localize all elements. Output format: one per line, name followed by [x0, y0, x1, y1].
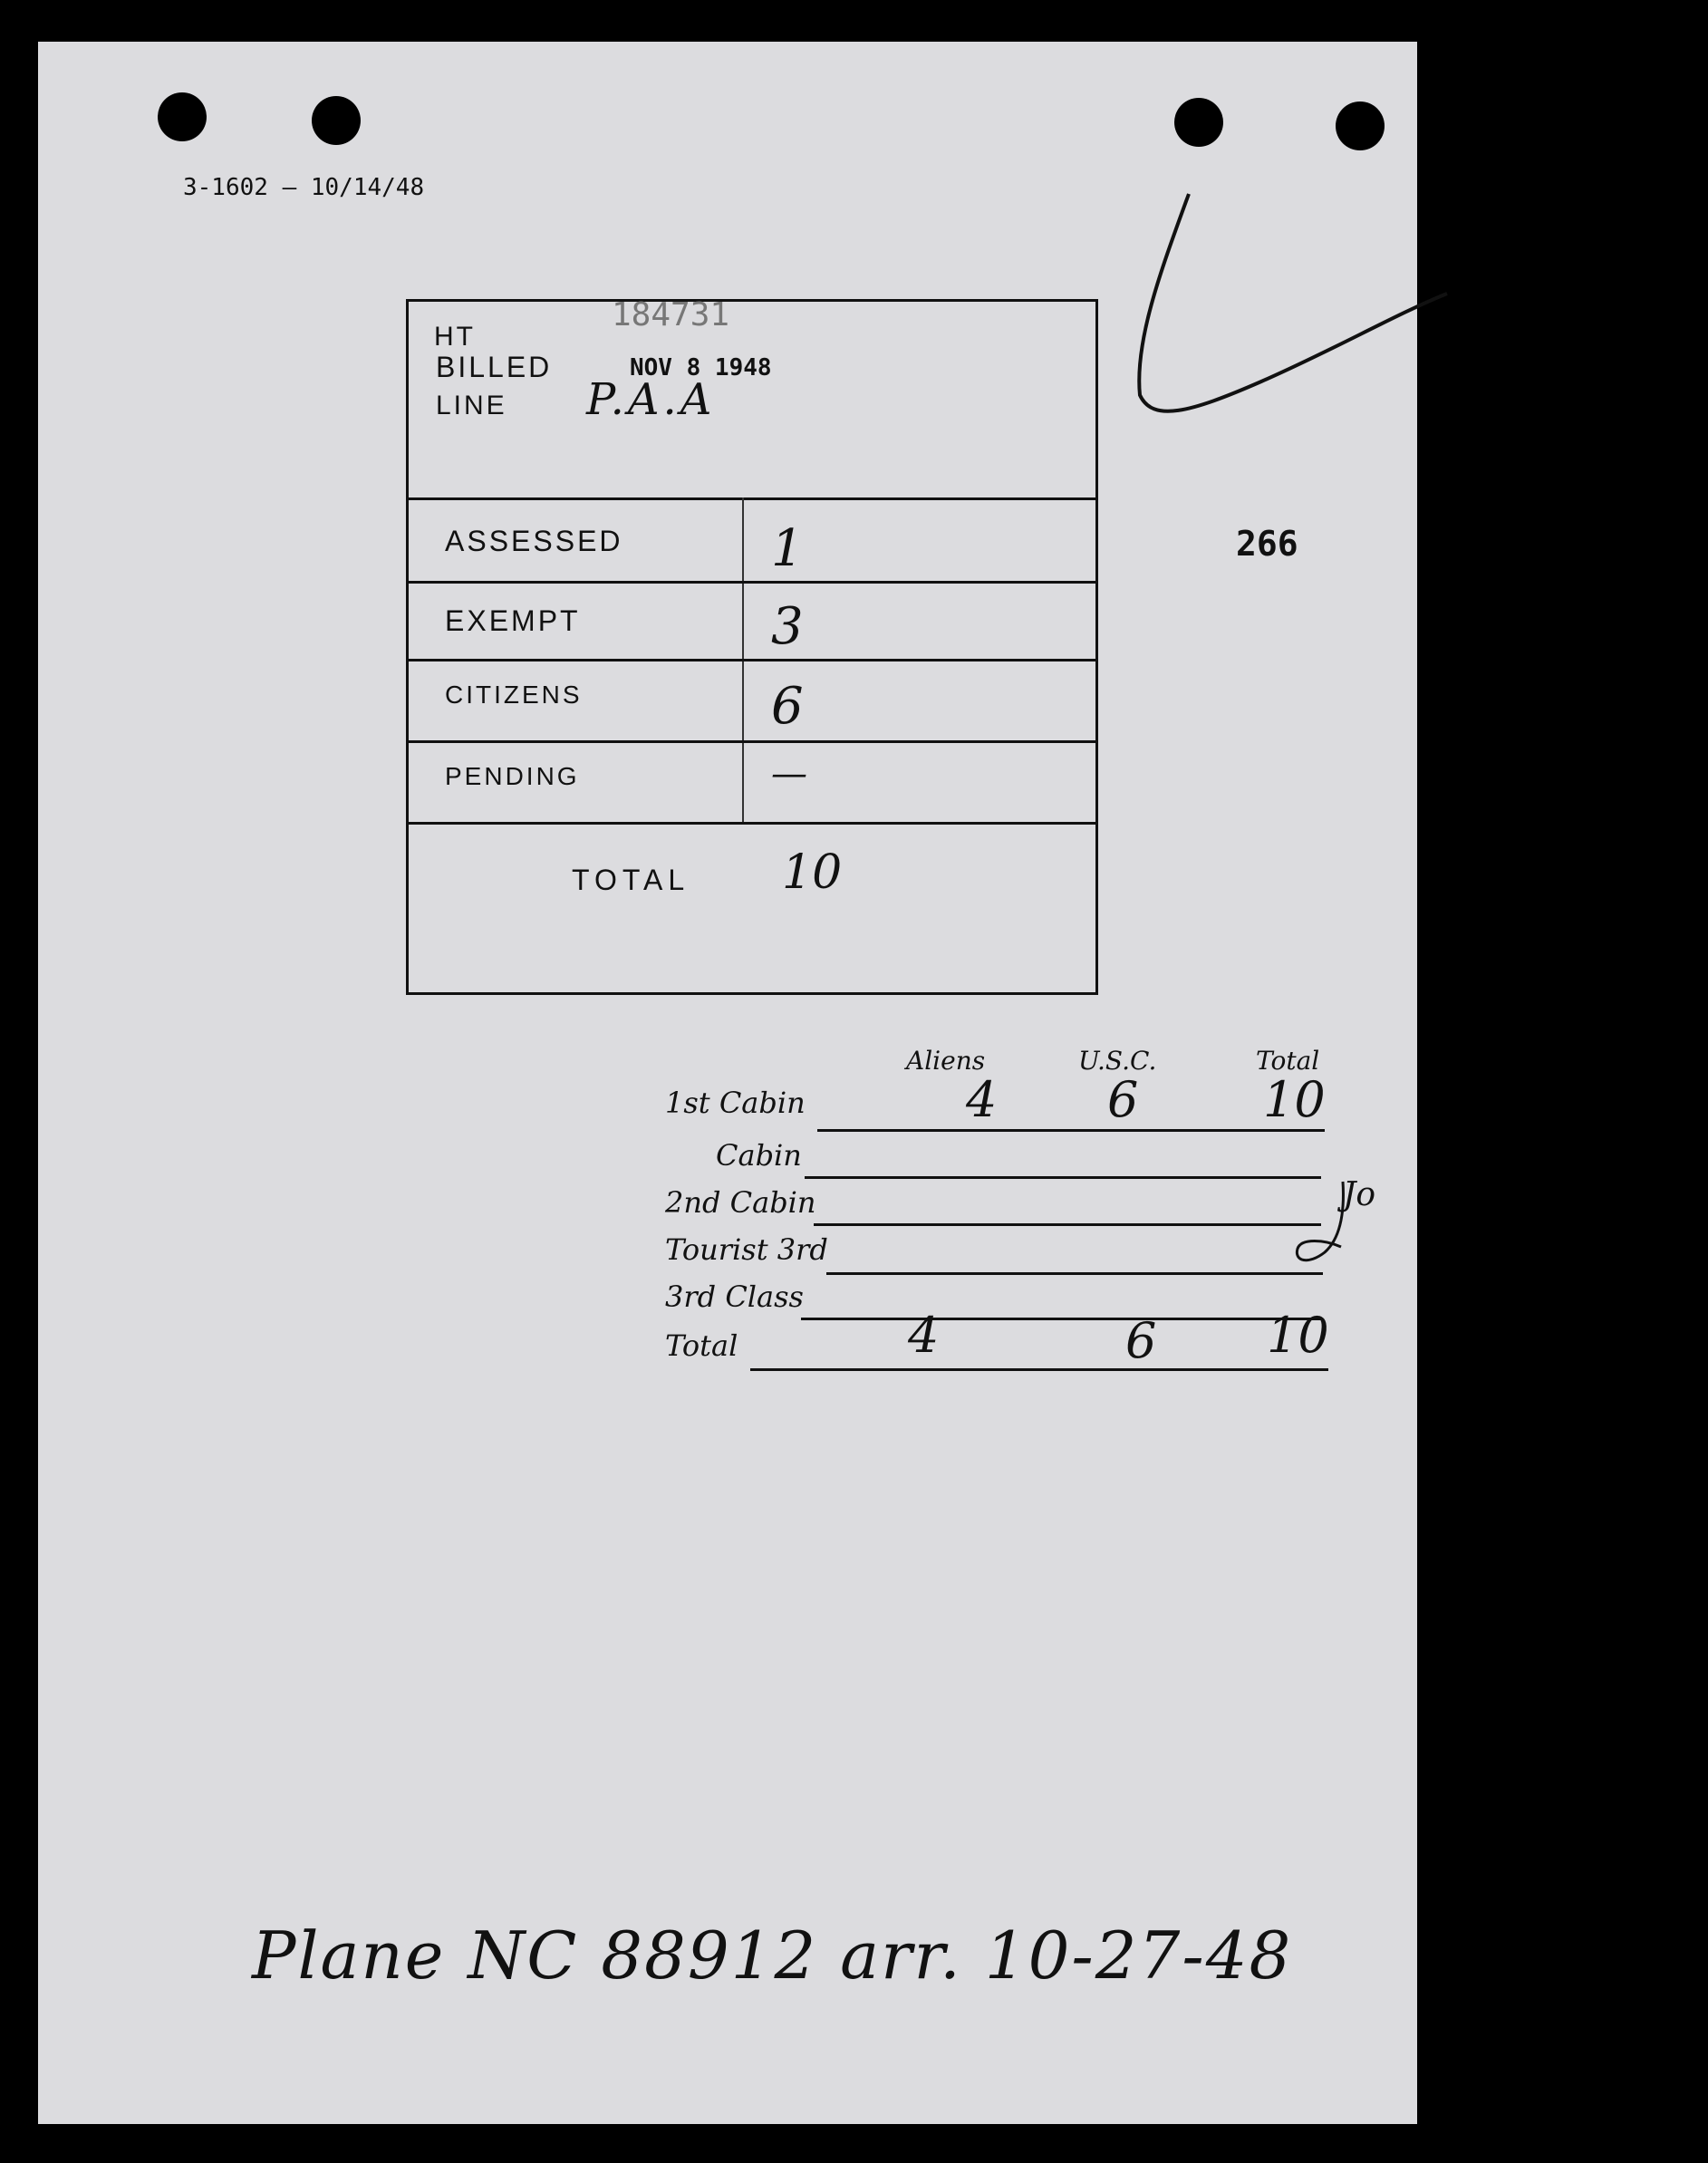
document-reference: 3-1602 — 10/14/48	[183, 174, 425, 201]
punch-hole	[312, 96, 361, 145]
plane-arrival-note: Plane NC 88912 arr. 10-27-48	[252, 1917, 1293, 1994]
check-mark-icon	[1125, 187, 1452, 459]
document-page	[38, 42, 1417, 2124]
cell-1st-cabin-usc: 6	[1107, 1071, 1139, 1128]
column-header-total: Total	[1256, 1046, 1320, 1076]
row-line	[805, 1176, 1321, 1179]
form-divider	[409, 822, 1095, 825]
cell-1st-cabin-total: 10	[1263, 1071, 1326, 1128]
row-label-1st-cabin: 1st Cabin	[665, 1086, 806, 1120]
row-label-3rd-class: 3rd Class	[665, 1279, 804, 1314]
punch-hole	[1174, 98, 1223, 147]
column-header-aliens: Aliens	[906, 1046, 986, 1076]
column-header-usc: U.S.C.	[1078, 1046, 1157, 1076]
billing-form	[406, 296, 1098, 995]
row-line	[801, 1318, 1323, 1320]
row-line	[826, 1272, 1323, 1275]
total-label: TOTAL	[572, 864, 690, 896]
cell-total-usc: 6	[1125, 1312, 1157, 1369]
punch-hole	[158, 92, 207, 141]
assessed-label: ASSESSED	[445, 525, 623, 557]
form-divider	[409, 497, 1095, 500]
citizens-value: 6	[771, 677, 804, 736]
ht-label: HT	[434, 322, 476, 352]
punch-hole	[1336, 101, 1385, 150]
row-label-total: Total	[665, 1328, 738, 1363]
row-label-2nd-cabin: 2nd Cabin	[665, 1185, 816, 1220]
initials: Jo	[1343, 1176, 1376, 1213]
exempt-value: 3	[771, 597, 804, 656]
row-label-tourist-3rd: Tourist 3rd	[665, 1232, 828, 1267]
assessed-value: 1	[771, 519, 804, 578]
stamp-number: 184731	[612, 296, 730, 333]
cell-total-total: 10	[1267, 1307, 1329, 1364]
row-line	[817, 1129, 1325, 1132]
pending-label: PENDING	[445, 762, 580, 790]
form-divider	[409, 581, 1095, 584]
line-label: LINE	[436, 391, 507, 420]
row-line	[750, 1368, 1328, 1371]
billed-date-stamp: NOV 8 1948	[630, 354, 772, 381]
row-line	[814, 1223, 1321, 1226]
total-value: 10	[782, 845, 843, 900]
margin-number: 266	[1236, 524, 1298, 564]
row-label-cabin: Cabin	[716, 1138, 802, 1173]
pending-value: —	[771, 753, 807, 795]
cell-1st-cabin-aliens: 4	[966, 1071, 998, 1128]
exempt-label: EXEMPT	[445, 604, 581, 637]
line-value: P.A.A	[586, 374, 716, 425]
citizens-label: CITIZENS	[445, 681, 583, 709]
form-divider	[409, 659, 1095, 661]
billed-label: BILLED	[436, 351, 553, 383]
cell-total-aliens: 4	[908, 1307, 940, 1364]
form-divider	[409, 740, 1095, 743]
